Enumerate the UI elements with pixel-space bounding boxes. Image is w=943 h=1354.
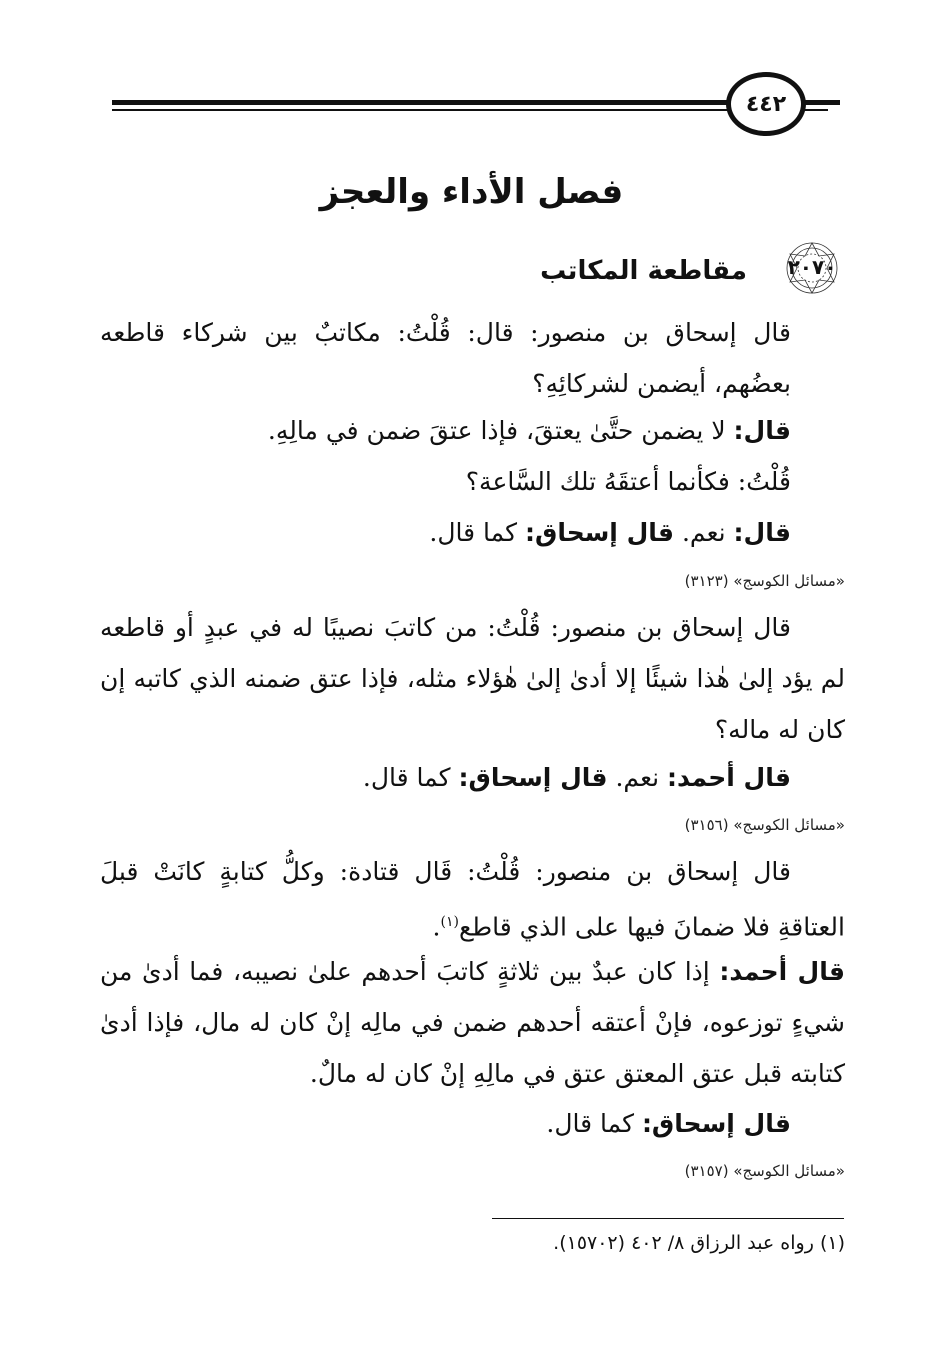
header-rule [112,100,752,114]
chapter-title: فصل الأداء والعجز [319,172,624,212]
answer-line [100,752,791,803]
source-citation: «مسائل الكوسج» (٣١٢٣) [684,572,845,590]
speaker-label: قال: [733,518,791,547]
answer-text: كما قال. [546,1109,634,1138]
source-citation: «مسائل الكوسج» (٣١٥٧) [684,1162,845,1180]
answer-line [100,1098,791,1149]
speaker-label: قال: [733,416,791,445]
question-text: قال إسحاق بن منصور: قُلْتُ: قَال قتادة: وكلُّ كتابةٍ كانَتْ قبلَ العتاقةِ فلا ضمانَ فيها على الذي قاطع [100,857,845,942]
question-paragraph: قال إسحاق بن منصور: قُلْتُ: من كاتبَ نصيبًا له في عبدٍ أو قاطعه لم يؤد إلىٰ هٰذا شيئًا إلا أدىٰ إلىٰ هٰؤلاء مثله، فإذا عتق ضمنه الذي كاتبه إن كان له ماله؟ [100,613,845,744]
footnote-text: رواه عبد الرزاق ٨/ ٤٠٢ (١٥٧٠٢). [553,1232,814,1254]
footnote-divider [492,1218,844,1219]
answer-text: كما قال. [429,518,518,547]
answer-paragraph [100,946,845,1099]
question-paragraph: قال إسحاق بن منصور: قال: قُلْتُ: مكاتبٌ بين شركاء قاطعه بعضُهم، أيضمن لشركائِهِ؟ [100,318,791,398]
answer-text: إذا كان عبدٌ بين ثلاثةٍ كاتبَ أحدهم علىٰ نصيبه، فما أدىٰ من شيءٍ توزعوه، فإنْ أعتقه أحدهم ضمن في مالِه إنْ كان له مال، فإذا أدىٰ كتابته قبل عتق المعتق عتق في مالِهِ إنْ كان له مالٌ. [100,957,845,1088]
speaker-label: قال أحمد: [667,763,791,792]
footnote-marker: (١) [440,914,459,930]
footnote-number: (١) [819,1232,845,1254]
speaker-label: قال إسحاق: [458,763,608,792]
speaker-label: قال إسحاق: [641,1109,791,1138]
question-paragraph: قال إسحاق بن منصور: قُلْتُ: قَال قتادة: وكلُّ كتابةٍ كانَتْ قبلَ العتاقةِ فلا ضمانَ فيها على الذي قاطع$^{(١)}$. [100,857,845,942]
answer-line [100,507,791,558]
issue-number: ٢٠٧٠ [787,255,837,279]
question-text: فكأنما أعتقَهُ تلك السَّاعة؟ [465,467,730,496]
speaker-label: قُلْتُ: [737,467,791,496]
page-number: ٤٤٢ [745,91,787,117]
answer-text: نعم. [615,763,660,792]
speaker-label: قال إسحاق: [524,518,675,547]
answer-text: نعم. [681,518,726,547]
issue-number-badge [774,240,850,296]
footnote [553,1232,845,1254]
answer-line [100,405,791,456]
speaker-label: قال أحمد: [719,957,845,986]
answer-text: لا يضمن حتَّىٰ يعتقَ، فإذا عتقَ ضمن في مالِهِ. [267,416,726,445]
issue-title: مقاطعة المكاتب [540,256,747,286]
page-number-oval [726,72,806,136]
header-rule-tail [804,100,840,105]
source-citation: «مسائل الكوسج» (٣١٥٦) [684,816,845,834]
question-line [100,456,791,507]
header-rule-tail-thin [804,109,828,111]
answer-text: كما قال. [362,763,451,792]
